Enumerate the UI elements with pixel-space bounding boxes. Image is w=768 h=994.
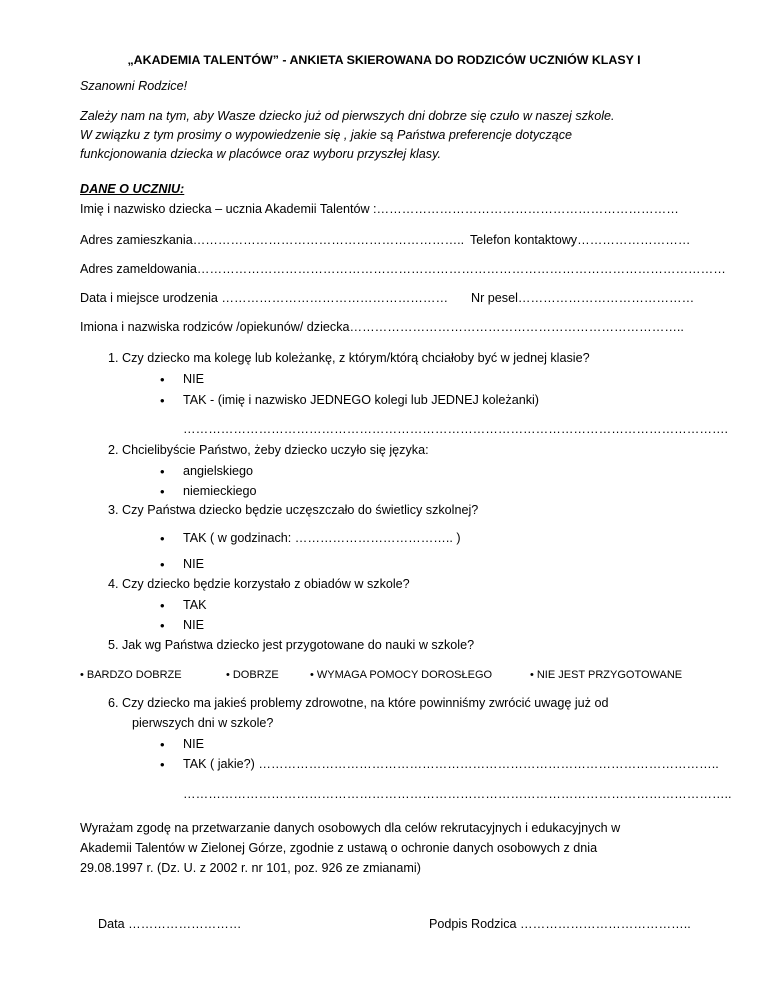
intro-line: Zależy nam na tym, aby Wasze dziecko już od pierwszych dni dobrze się czuło w naszej szkole.: [80, 109, 615, 123]
q1-answer-line[interactable]: ………………………………………………………………………………………………………………….: [183, 422, 729, 436]
consent-line: Wyrażam zgodę na przetwarzanie danych osobowych dla celów rekrutacyjnych i edukacyjnych w: [80, 821, 621, 835]
field-child-name[interactable]: Imię i nazwisko dziecka – ucznia Akademii Talentów :………………………………………………………………: [80, 202, 679, 216]
q1-option-no[interactable]: • NIE: [183, 373, 204, 387]
q6-answer-line[interactable]: …………………………………………………………………………………………………………………..: [183, 787, 732, 801]
intro-line: W związku z tym prosimy o wypowiedzenie się , jakie są Państwa preferencje dotyczące: [80, 128, 573, 142]
field-parents-names[interactable]: Imiona i nazwiska rodziców /opiekunów/ dziecka……………………………………………………………………..: [80, 320, 684, 334]
section-heading: DANE O UCZNIU:: [80, 182, 185, 196]
signature-field[interactable]: Podpis Rodzica …………………………………..: [429, 917, 691, 931]
field-registered-address[interactable]: Adres zameldowania………………………………………………………………………………………………………………: [80, 262, 726, 276]
consent-line: 29.08.1997 r. (Dz. U. z 2002 r. nr 101, poz. 926 ze zmianami): [80, 861, 421, 875]
bullet-icon: •: [310, 669, 314, 681]
q2-option-english[interactable]: • angielskiego: [183, 465, 253, 479]
field-pesel[interactable]: Nr pesel……………………………………: [471, 291, 695, 305]
question-3: 3. Czy Państwa dziecko będzie uczęszczało do świetlicy szkolnej?: [108, 503, 479, 517]
q6-option-yes[interactable]: • TAK ( jakie?) ………………………………………………………………………………………………..: [183, 758, 719, 772]
question-2: 2. Chcielibyście Państwo, żeby dziecko uczyło się języka:: [108, 443, 429, 457]
question-6-continued: pierwszych dni w szkole?: [132, 716, 274, 730]
field-birth-date-place[interactable]: Data i miejsce urodzenia ………………………………………………: [80, 291, 449, 305]
q3-option-no[interactable]: • NIE: [183, 558, 204, 572]
q3-option-yes[interactable]: • TAK ( w godzinach: ……………………………….. ): [183, 532, 461, 546]
q4-option-yes[interactable]: • TAK: [183, 599, 207, 613]
question-5: 5. Jak wg Państwa dziecko jest przygotowane do nauki w szkole?: [108, 638, 475, 652]
q5-option-needs-help[interactable]: • WYMAGA POMOCY DOROSŁEGO: [310, 669, 493, 681]
field-phone[interactable]: Telefon kontaktowy………………………: [470, 233, 691, 247]
greeting: Szanowni Rodzice!: [80, 79, 188, 93]
question-1: 1. Czy dziecko ma kolegę lub koleżankę, z którym/którą chciałoby być w jednej klasie?: [108, 351, 590, 365]
consent-line: Akademii Talentów w Zielonej Górze, zgodnie z ustawą o ochronie danych osobowych z dnia: [80, 841, 598, 855]
q6-option-no[interactable]: • NIE: [183, 738, 204, 752]
bullet-icon: •: [80, 669, 84, 681]
q5-option-not-prepared[interactable]: • NIE JEST PRZYGOTOWANE: [530, 669, 683, 681]
q5-option-good[interactable]: • DOBRZE: [226, 669, 279, 681]
q1-option-yes[interactable]: • TAK - (imię i nazwisko JEDNEGO kolegi lub JEDNEJ koleżanki): [183, 394, 539, 408]
page-title: „AKADEMIA TALENTÓW” - ANKIETA SKIEROWANA DO RODZICÓW UCZNIÓW KLASY I: [127, 53, 641, 67]
q5-option-very-good[interactable]: • BARDZO DOBRZE: [80, 669, 182, 681]
q2-option-german[interactable]: • niemieckiego: [183, 485, 257, 499]
field-address[interactable]: Adres zamieszkania………………………………………………………..: [80, 233, 465, 247]
intro-line: funkcjonowania dziecka w placówce oraz wyboru przyszłej klasy.: [80, 147, 441, 161]
bullet-icon: •: [226, 669, 230, 681]
bullet-icon: •: [530, 669, 534, 681]
question-6: 6. Czy dziecko ma jakieś problemy zdrowotne, na które powinniśmy zwrócić uwagę już od: [108, 696, 609, 710]
q4-option-no[interactable]: • NIE: [183, 619, 204, 633]
question-4: 4. Czy dziecko będzie korzystało z obiadów w szkole?: [108, 577, 410, 591]
date-field[interactable]: Data ………………………: [98, 917, 242, 931]
